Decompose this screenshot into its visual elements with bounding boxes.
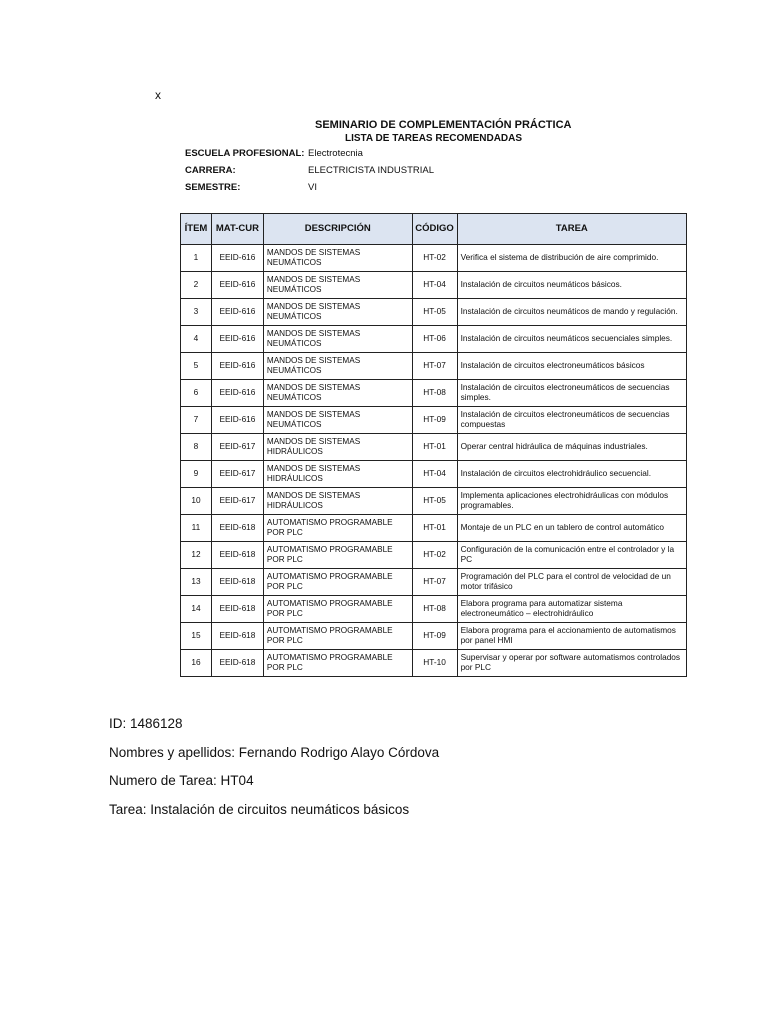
cell-descripcion: MANDOS DE SISTEMAS HIDRÁULICOS xyxy=(263,434,412,461)
table-row xyxy=(181,434,687,461)
cell-item: 7 xyxy=(181,407,212,434)
student-name: Nombres y apellidos: Fernando Rodrigo Alayo Córdova xyxy=(109,744,440,760)
cell-codigo: HT-01 xyxy=(412,515,457,542)
cell-mat-cur: EEID-618 xyxy=(211,596,263,623)
cell-tarea: Configuración de la comunicación entre el controlador y la PC xyxy=(457,542,686,569)
cell-mat-cur: EEID-616 xyxy=(211,407,263,434)
cell-descripcion: MANDOS DE SISTEMAS HIDRÁULICOS xyxy=(263,488,412,515)
student-id: ID: 1486128 xyxy=(109,716,183,731)
table-row xyxy=(181,515,687,542)
cell-item: 16 xyxy=(181,650,212,677)
cell-descripcion: MANDOS DE SISTEMAS NEUMÁTICOS xyxy=(263,407,412,434)
table-row xyxy=(181,596,687,623)
cell-item: 6 xyxy=(181,380,212,407)
stray-x-mark: x xyxy=(155,88,161,102)
cell-codigo: HT-02 xyxy=(412,245,457,272)
document-title: SEMINARIO DE COMPLEMENTACIÓN PRÁCTICA xyxy=(315,119,572,131)
cell-item: 5 xyxy=(181,353,212,380)
field-value: ELECTRICISTA INDUSTRIAL xyxy=(308,165,434,176)
table-row xyxy=(181,623,687,650)
cell-mat-cur: EEID-618 xyxy=(211,515,263,542)
cell-item: 12 xyxy=(181,542,212,569)
cell-codigo: HT-05 xyxy=(412,488,457,515)
cell-tarea: Elabora programa para el accionamiento de automatismos por panel HMI xyxy=(457,623,686,650)
task-name: Tarea: Instalación de circuitos neumáticos básicos xyxy=(109,801,410,817)
cell-item: 9 xyxy=(181,461,212,488)
cell-descripcion: MANDOS DE SISTEMAS NEUMÁTICOS xyxy=(263,299,412,326)
cell-tarea: Montaje de un PLC en un tablero de control automático xyxy=(457,515,686,542)
cell-descripcion: AUTOMATISMO PROGRAMABLE POR PLC xyxy=(263,515,412,542)
cell-tarea: Instalación de circuitos neumáticos secuenciales simples. xyxy=(457,326,686,353)
cell-mat-cur: EEID-616 xyxy=(211,299,263,326)
table-row xyxy=(181,488,687,515)
field-value: Electrotecnia xyxy=(308,148,363,159)
document-subtitle: LISTA DE TAREAS RECOMENDADAS xyxy=(345,133,523,144)
cell-codigo: HT-08 xyxy=(412,380,457,407)
tasks-table xyxy=(180,213,687,677)
header-descripcion: DESCRIPCIÓN xyxy=(263,214,412,245)
cell-tarea: Programación del PLC para el control de velocidad de un motor trifásico xyxy=(457,569,686,596)
cell-descripcion: AUTOMATISMO PROGRAMABLE POR PLC xyxy=(263,596,412,623)
cell-tarea: Instalación de circuitos electrohidráulico secuencial. xyxy=(457,461,686,488)
cell-descripcion: AUTOMATISMO PROGRAMABLE POR PLC xyxy=(263,623,412,650)
cell-item: 11 xyxy=(181,515,212,542)
table-row xyxy=(181,326,687,353)
cell-item: 1 xyxy=(181,245,212,272)
cell-tarea: Elabora programa para automatizar sistema electroneumático – electrohidráulico xyxy=(457,596,686,623)
cell-item: 3 xyxy=(181,299,212,326)
table-row xyxy=(181,353,687,380)
table-row xyxy=(181,299,687,326)
cell-tarea: Instalación de circuitos electroneumáticos de secuencias simples. xyxy=(457,380,686,407)
cell-tarea: Implementa aplicaciones electrohidráulicas con módulos programables. xyxy=(457,488,686,515)
cell-codigo: HT-04 xyxy=(412,272,457,299)
cell-tarea: Verifica el sistema de distribución de aire comprimido. xyxy=(457,245,686,272)
header-fields xyxy=(185,148,685,199)
cell-tarea: Instalación de circuitos electroneumáticos de secuencias compuestas xyxy=(457,407,686,434)
student-info xyxy=(109,716,439,830)
field-key: SEMESTRE: xyxy=(185,182,241,193)
cell-descripcion: MANDOS DE SISTEMAS NEUMÁTICOS xyxy=(263,326,412,353)
cell-mat-cur: EEID-618 xyxy=(211,623,263,650)
cell-item: 14 xyxy=(181,596,212,623)
header-codigo: CÓDIGO xyxy=(412,214,457,245)
cell-item: 4 xyxy=(181,326,212,353)
table-row xyxy=(181,407,687,434)
cell-tarea: Supervisar y operar por software automatismos controlados por PLC xyxy=(457,650,686,677)
cell-tarea: Instalación de circuitos neumáticos de mando y regulación. xyxy=(457,299,686,326)
cell-codigo: HT-02 xyxy=(412,542,457,569)
cell-mat-cur: EEID-617 xyxy=(211,434,263,461)
cell-item: 2 xyxy=(181,272,212,299)
table-row xyxy=(181,461,687,488)
table-row xyxy=(181,380,687,407)
field-key: CARRERA: xyxy=(185,165,236,176)
cell-descripcion: AUTOMATISMO PROGRAMABLE POR PLC xyxy=(263,650,412,677)
cell-codigo: HT-08 xyxy=(412,596,457,623)
field-value: VI xyxy=(308,182,317,193)
cell-descripcion: MANDOS DE SISTEMAS NEUMÁTICOS xyxy=(263,353,412,380)
cell-item: 15 xyxy=(181,623,212,650)
field-key: ESCUELA PROFESIONAL: xyxy=(185,148,305,159)
cell-descripcion: MANDOS DE SISTEMAS HIDRÁULICOS xyxy=(263,461,412,488)
cell-codigo: HT-10 xyxy=(412,650,457,677)
cell-descripcion: AUTOMATISMO PROGRAMABLE POR PLC xyxy=(263,569,412,596)
cell-codigo: HT-07 xyxy=(412,353,457,380)
header-tarea: TAREA xyxy=(457,214,686,245)
cell-mat-cur: EEID-617 xyxy=(211,488,263,515)
cell-codigo: HT-09 xyxy=(412,407,457,434)
table-row xyxy=(181,272,687,299)
field-semestre xyxy=(185,182,685,199)
table-header-row xyxy=(181,214,687,245)
table-row xyxy=(181,542,687,569)
cell-mat-cur: EEID-618 xyxy=(211,542,263,569)
cell-tarea: Instalación de circuitos electroneumáticos básicos xyxy=(457,353,686,380)
cell-codigo: HT-05 xyxy=(412,299,457,326)
cell-codigo: HT-06 xyxy=(412,326,457,353)
cell-mat-cur: EEID-617 xyxy=(211,461,263,488)
cell-item: 8 xyxy=(181,434,212,461)
cell-item: 13 xyxy=(181,569,212,596)
cell-descripcion: MANDOS DE SISTEMAS NEUMÁTICOS xyxy=(263,272,412,299)
table-row xyxy=(181,650,687,677)
cell-descripcion: AUTOMATISMO PROGRAMABLE POR PLC xyxy=(263,542,412,569)
cell-mat-cur: EEID-616 xyxy=(211,272,263,299)
cell-codigo: HT-07 xyxy=(412,569,457,596)
cell-mat-cur: EEID-616 xyxy=(211,326,263,353)
cell-codigo: HT-09 xyxy=(412,623,457,650)
cell-codigo: HT-04 xyxy=(412,461,457,488)
cell-descripcion: MANDOS DE SISTEMAS NEUMÁTICOS xyxy=(263,380,412,407)
task-number: Numero de Tarea: HT04 xyxy=(109,773,254,788)
cell-tarea: Instalación de circuitos neumáticos básicos. xyxy=(457,272,686,299)
cell-codigo: HT-01 xyxy=(412,434,457,461)
cell-descripcion: MANDOS DE SISTEMAS NEUMÁTICOS xyxy=(263,245,412,272)
cell-mat-cur: EEID-618 xyxy=(211,569,263,596)
header-item: ÍTEM xyxy=(181,214,212,245)
field-escuela xyxy=(185,148,685,165)
header-mat-cur: MAT-CUR xyxy=(211,214,263,245)
cell-mat-cur: EEID-616 xyxy=(211,353,263,380)
cell-item: 10 xyxy=(181,488,212,515)
cell-tarea: Operar central hidráulica de máquinas industriales. xyxy=(457,434,686,461)
cell-mat-cur: EEID-616 xyxy=(211,380,263,407)
cell-mat-cur: EEID-618 xyxy=(211,650,263,677)
table-row xyxy=(181,245,687,272)
field-carrera xyxy=(185,165,685,182)
table-row xyxy=(181,569,687,596)
cell-mat-cur: EEID-616 xyxy=(211,245,263,272)
